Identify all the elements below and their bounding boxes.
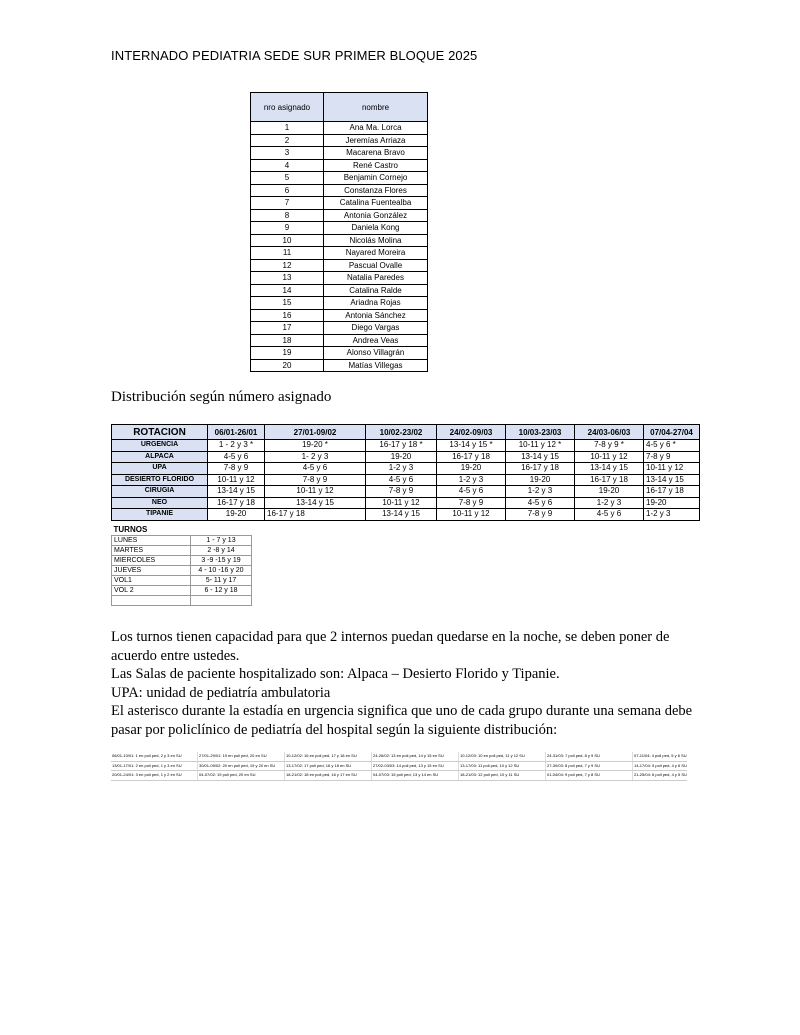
rotation-header: 07/04-27/04 — [644, 425, 700, 440]
table-row — [112, 576, 252, 586]
header-nombre: nombre — [324, 93, 428, 122]
rotation-label: NEO — [112, 497, 208, 509]
list-item — [251, 322, 428, 335]
nro-cell: 10 — [251, 234, 324, 247]
turno-value: 6 - 12 y 18 — [191, 586, 252, 596]
rotation-cell: 10-11 y 12 * — [506, 440, 575, 452]
list-item — [251, 259, 428, 272]
nombre-cell: Ariadna Rojas — [324, 297, 428, 310]
table-row — [112, 486, 700, 498]
rotation-cell: 13-14 y 15 — [506, 451, 575, 463]
rotation-cell: 1-2 y 3 — [575, 497, 644, 509]
rotation-table — [111, 424, 700, 521]
policlinic-cell: 27/02-03/03: 14 poli ped, 13 y 15 en SU — [372, 762, 459, 771]
list-item — [251, 247, 428, 260]
distribution-title: Distribución según número asignado — [111, 389, 332, 405]
table-row — [112, 451, 700, 463]
nombre-cell: Nicolás Molina — [324, 234, 428, 247]
nombre-cell: Daniela Kong — [324, 222, 428, 235]
turno-value: 1 - 7 y 13 — [191, 536, 252, 546]
table-row — [112, 474, 700, 486]
nombre-cell: Antonia Sánchez — [324, 309, 428, 322]
policlinic-cell: 06/01-10/01: 1 en poli ped, 2 y 3 en SU — [111, 752, 198, 761]
turnos-table — [111, 524, 252, 606]
rotation-label: DESIERTO FLORIDO — [112, 474, 208, 486]
nro-cell: 17 — [251, 322, 324, 335]
nombre-cell: Nayared Moreira — [324, 247, 428, 260]
rotation-cell: 19-20 — [366, 451, 437, 463]
rotation-cell: 16-17 y 18 — [208, 497, 265, 509]
policlinic-cell: 04-07/03: 15 poli ped, 13 y 14 en SU — [372, 771, 459, 780]
policlinic-cell: 20/01-24/01: 3 en poli ped, 1 y 2 en SU — [111, 771, 198, 780]
list-item — [251, 359, 428, 372]
header-nro: nro asignado — [251, 93, 324, 122]
list-item — [251, 297, 428, 310]
list-item — [111, 752, 687, 762]
nro-cell: 18 — [251, 334, 324, 347]
note-turnos: Los turnos tienen capacidad para que 2 internos puedan quedarse en la noche, se deben poner de acuerdo entre ustedes. — [111, 629, 670, 664]
policlinic-cell: 10-12/03: 10 en poli ped, 11 y 12 SU — [459, 752, 546, 761]
rotation-cell: 4-5 y 6 — [208, 451, 265, 463]
rotation-cell: 19-20 — [506, 474, 575, 486]
policlinic-cell: 27/01-29/01: 19 en poli ped, 20 en SU — [198, 752, 285, 761]
table-row — [112, 566, 252, 576]
rotation-cell: 16-17 y 18 — [437, 451, 506, 463]
list-item — [251, 347, 428, 360]
turno-day: LUNES — [112, 536, 191, 546]
nro-cell: 11 — [251, 247, 324, 260]
table-row — [112, 463, 700, 475]
rotation-label: CIRUGIA — [112, 486, 208, 498]
turno-day: JUEVES — [112, 566, 191, 576]
nombre-cell: Pascual Ovalle — [324, 259, 428, 272]
rotation-cell: 7-8 y 9 — [366, 486, 437, 498]
nro-cell: 12 — [251, 259, 324, 272]
rotation-cell: 4-5 y 6 — [575, 509, 644, 521]
rotation-cell: 19-20 * — [265, 440, 366, 452]
rotation-cell: 4-5 y 6 — [437, 486, 506, 498]
rotation-cell: 1-2 y 3 — [506, 486, 575, 498]
nombre-cell: Constanza Flores — [324, 184, 428, 197]
table-row — [112, 497, 700, 509]
rotation-cell: 1 - 2 y 3 * — [208, 440, 265, 452]
rotation-header: 10/03-23/03 — [506, 425, 575, 440]
policlinic-cell: 07-11/04: 4 poli ped, 5 y 6 SU — [633, 752, 687, 761]
turno-empty — [112, 596, 191, 606]
nombre-cell: Benjamin Cornejo — [324, 172, 428, 185]
nombre-cell: Macarena Bravo — [324, 147, 428, 160]
nombre-cell: Natalia Paredes — [324, 272, 428, 285]
policlinic-cell: 10-12/02: 16 en poli ped, 17 y 18 en SU — [285, 752, 372, 761]
rotation-cell: 7-8 y 9 — [437, 497, 506, 509]
rotation-cell: 19-20 — [644, 497, 700, 509]
table-row — [112, 440, 700, 452]
rotation-header: 10/02-23/02 — [366, 425, 437, 440]
rotation-header: 06/01-26/01 — [208, 425, 265, 440]
list-item — [251, 222, 428, 235]
nombre-cell: Andrea Veas — [324, 334, 428, 347]
rotation-cell: 7-8 y 9 — [208, 463, 265, 475]
rotation-cell: 1-2 y 3 — [644, 509, 700, 521]
rotation-cell: 7-8 y 9 — [506, 509, 575, 521]
names-table — [250, 92, 428, 372]
rotation-cell: 10-11 y 12 — [208, 474, 265, 486]
rotation-cell: 16-17 y 18 * — [366, 440, 437, 452]
policlinic-cell: 13-17/03: 11 poli ped, 10 y 12 SU — [459, 762, 546, 771]
table-row — [112, 546, 252, 556]
turno-empty — [191, 596, 252, 606]
policlinic-cell: 21-25/04: 6 poli ped, 4 y 5 SU — [633, 771, 687, 780]
rotation-header: 27/01-09/02 — [265, 425, 366, 440]
rotation-cell: 10-11 y 12 — [437, 509, 506, 521]
rotation-cell: 13-14 y 15 — [265, 497, 366, 509]
policlinic-cell: 13-17/02: 17 poli ped, 16 y 18 en SU — [285, 762, 372, 771]
rotation-cell: 16-17 y 18 — [265, 509, 366, 521]
policlinic-cell: 04-07/02: 19 poli ped, 20 en SU — [198, 771, 285, 780]
rotation-cell: 13-14 y 15 — [208, 486, 265, 498]
rotation-cell: 10-11 y 12 — [644, 463, 700, 475]
rotation-cell: 13-14 y 15 — [644, 474, 700, 486]
rotation-label: URGENCIA — [112, 440, 208, 452]
rotation-cell: 16-17 y 18 — [644, 486, 700, 498]
rotation-cell: 4-5 y 6 — [366, 474, 437, 486]
turnos-header: TURNOS — [113, 525, 148, 534]
list-item — [111, 771, 687, 781]
rotation-cell: 7-8 y 9 — [265, 474, 366, 486]
rotation-cell: 4-5 y 6 * — [644, 440, 700, 452]
list-item — [251, 272, 428, 285]
nro-cell: 19 — [251, 347, 324, 360]
list-item — [251, 234, 428, 247]
policlinic-distribution — [111, 752, 687, 781]
list-item — [251, 122, 428, 135]
nombre-cell: Matías Villegas — [324, 359, 428, 372]
nro-cell: 8 — [251, 209, 324, 222]
rotation-cell: 7-8 y 9 * — [575, 440, 644, 452]
policlinic-cell: 27-30/03: 8 poli ped, 7 y 9 SU — [546, 762, 633, 771]
notes — [111, 628, 711, 739]
list-item — [251, 209, 428, 222]
nro-cell: 20 — [251, 359, 324, 372]
rotation-cell: 4-5 y 6 — [506, 497, 575, 509]
nombre-cell: Ana Ma. Lorca — [324, 122, 428, 135]
nro-cell: 6 — [251, 184, 324, 197]
rotation-label: TIPANIE — [112, 509, 208, 521]
page-title: INTERNADO PEDIATRIA SEDE SUR PRIMER BLOQUE 2025 — [111, 48, 478, 63]
table-row — [112, 509, 700, 521]
list-item — [111, 762, 687, 772]
nro-cell: 13 — [251, 272, 324, 285]
nro-cell: 16 — [251, 309, 324, 322]
rotation-cell: 13-14 y 15 — [366, 509, 437, 521]
turno-day: VOL 2 — [112, 586, 191, 596]
note-salas: Las Salas de paciente hospitalizado son: Alpaca – Desierto Florido y Tipanie. — [111, 666, 560, 682]
rotation-cell: 4-5 y 6 — [265, 463, 366, 475]
list-item — [251, 197, 428, 210]
list-item — [251, 159, 428, 172]
turno-day: MIERCOLES — [112, 556, 191, 566]
rotation-cell: 19-20 — [208, 509, 265, 521]
list-item — [251, 184, 428, 197]
nro-cell: 9 — [251, 222, 324, 235]
note-upa: UPA: unidad de pediatría ambulatoria — [111, 684, 331, 701]
nro-cell: 7 — [251, 197, 324, 210]
turno-day: VOL1 — [112, 576, 191, 586]
rotation-cell: 10-11 y 12 — [366, 497, 437, 509]
rotation-header: ROTACION — [112, 425, 208, 440]
policlinic-cell: 01-04/04: 9 poli ped, 7 y 8 SU — [546, 771, 633, 780]
rotation-cell: 16-17 y 18 — [575, 474, 644, 486]
turno-value: 4 - 10 -16 y 20 — [191, 566, 252, 576]
nombre-cell: Catalina Fuentealba — [324, 197, 428, 210]
rotation-cell: 19-20 — [575, 486, 644, 498]
turno-value: 3 -9 -15 y 19 — [191, 556, 252, 566]
policlinic-cell: 18-21/02: 18 en poli ped, 16 y 17 en SU — [285, 771, 372, 780]
list-item — [251, 147, 428, 160]
list-item — [251, 334, 428, 347]
nro-cell: 5 — [251, 172, 324, 185]
rotation-cell: 10-11 y 12 — [265, 486, 366, 498]
rotation-cell: 7-8 y 9 — [644, 451, 700, 463]
rotation-header: 24/02-09/03 — [437, 425, 506, 440]
table-row — [112, 556, 252, 566]
policlinic-cell: 24-31/03: 7 poli ped, 8 y 9 SU — [546, 752, 633, 761]
list-item — [251, 172, 428, 185]
policlinic-cell: 24-26/02: 13 en poli ped, 14 y 15 en SU — [372, 752, 459, 761]
rotation-cell: 13-14 y 15 — [575, 463, 644, 475]
list-item — [251, 309, 428, 322]
note-asterisco: El asterisco durante la estadía en urgencia significa que uno de cada grupo durante una semana debe pasar por policlínico de pediatría del hospital según la siguiente distribución: — [111, 703, 693, 738]
nro-cell: 14 — [251, 284, 324, 297]
nombre-cell: Antonia González — [324, 209, 428, 222]
table-row — [112, 536, 252, 546]
nro-cell: 15 — [251, 297, 324, 310]
rotation-cell: 10-11 y 12 — [575, 451, 644, 463]
nro-cell: 2 — [251, 134, 324, 147]
table-row — [112, 586, 252, 596]
policlinic-cell: 30/01-09/02: 20 en poli ped, 19 y 20 en SU — [198, 762, 285, 771]
nombre-cell: Jeremías Arriaza — [324, 134, 428, 147]
nro-cell: 3 — [251, 147, 324, 160]
rotation-header: 24/03-06/03 — [575, 425, 644, 440]
policlinic-cell: 14-17/04: 5 poli ped, 4 y 6 SU — [633, 762, 687, 771]
nombre-cell: Alonso Villagrán — [324, 347, 428, 360]
nombre-cell: Diego Vargas — [324, 322, 428, 335]
rotation-cell: 1-2 y 3 — [437, 474, 506, 486]
rotation-label: UPA — [112, 463, 208, 475]
policlinic-cell: 13/01-17/01: 2 en poli ped, 1 y 3 en SU — [111, 762, 198, 771]
rotation-cell: 1- 2 y 3 — [265, 451, 366, 463]
rotation-cell: 19-20 — [437, 463, 506, 475]
rotation-cell: 13-14 y 15 * — [437, 440, 506, 452]
nro-cell: 1 — [251, 122, 324, 135]
table-row — [112, 596, 252, 606]
turno-day: MARTES — [112, 546, 191, 556]
rotation-label: ALPACA — [112, 451, 208, 463]
policlinic-cell: 18-21/03: 12 poli ped, 10 y 11 SU — [459, 771, 546, 780]
nro-cell: 4 — [251, 159, 324, 172]
list-item — [251, 134, 428, 147]
list-item — [251, 284, 428, 297]
rotation-cell: 16-17 y 18 — [506, 463, 575, 475]
turno-value: 2 -8 y 14 — [191, 546, 252, 556]
rotation-cell: 1-2 y 3 — [366, 463, 437, 475]
nombre-cell: René Castro — [324, 159, 428, 172]
nombre-cell: Catalina Ralde — [324, 284, 428, 297]
turno-value: 5- 11 y 17 — [191, 576, 252, 586]
